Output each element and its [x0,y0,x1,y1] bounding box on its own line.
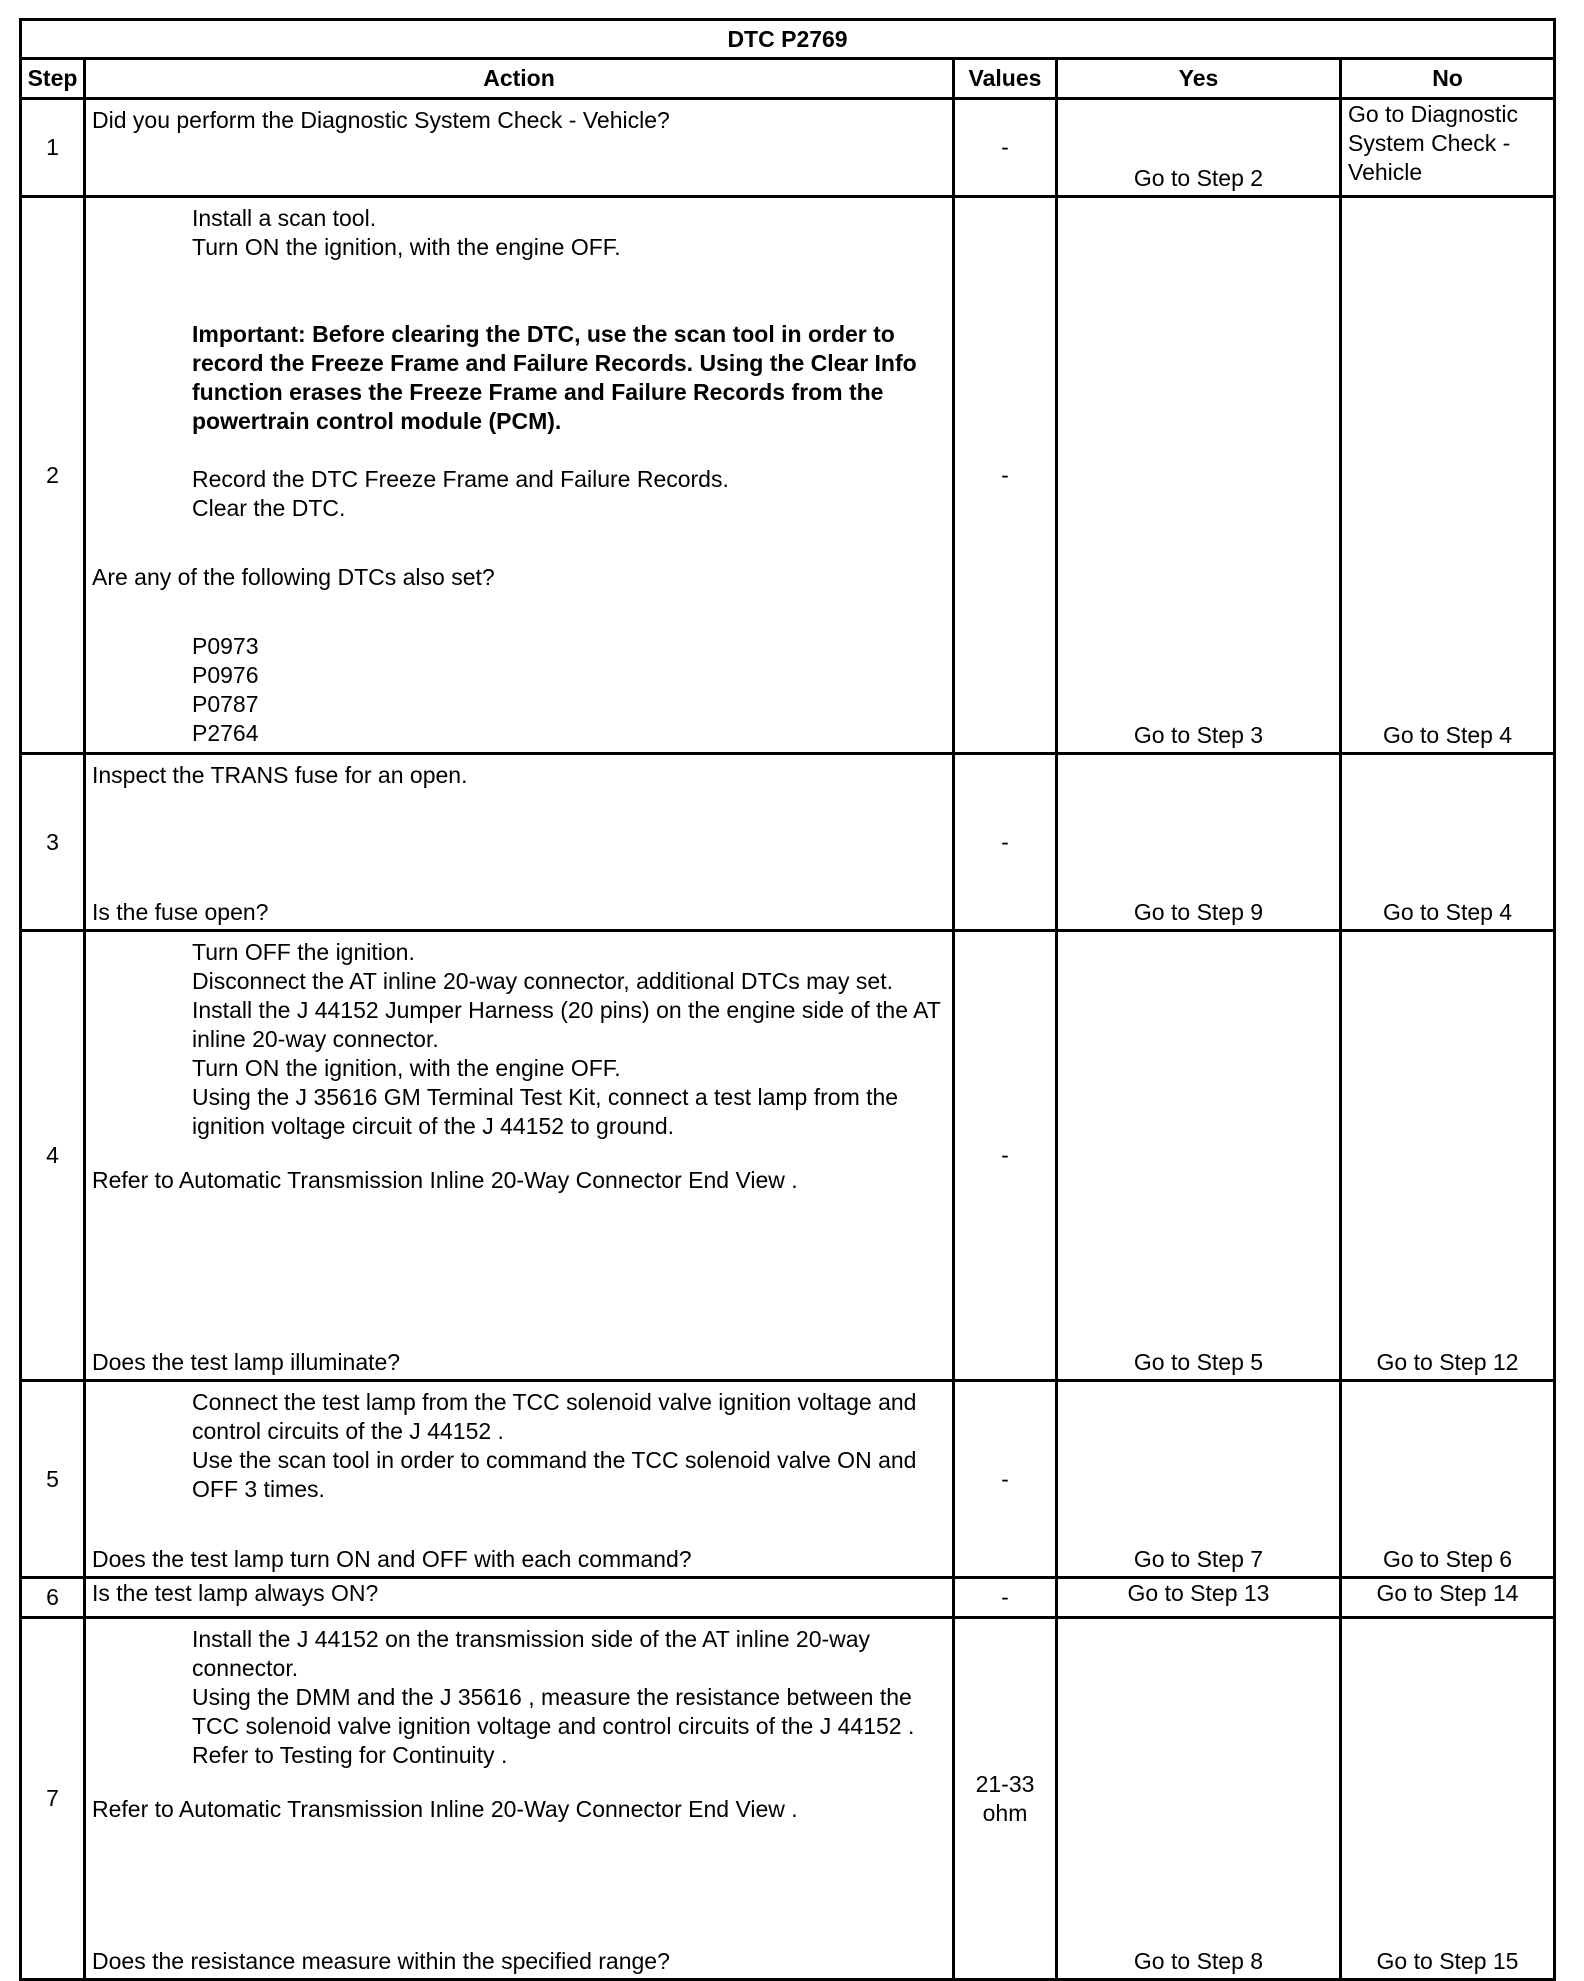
yes-cell [1057,931,1341,1381]
action-cell [85,754,954,931]
action-step: Using the J 35616 GM Terminal Test Kit, connect a test lamp from the ignition voltage circuit of the J 44152 to ground. [192,1084,899,1139]
step-number: 7 [21,1618,85,1980]
reference-link[interactable]: Refer to Automatic Transmission Inline 20-Way Connector End View . [92,1167,798,1193]
step-number: 6 [21,1578,85,1618]
action-step: Turn OFF the ignition. [192,939,415,965]
action-question: Does the resistance measure within the specified range? [92,1948,670,1974]
header-values: Values [954,59,1057,99]
action-step: Connect the test lamp from the TCC solenoid valve ignition voltage and control circuits of the J 44152 . [192,1389,917,1444]
header-no: No [1341,59,1555,99]
header-yes: Yes [1057,59,1341,99]
action-step: Clear the DTC. [192,495,346,521]
action-question: Did you perform the Diagnostic System Check - Vehicle? [92,107,670,133]
action-step: Record the DTC Freeze Frame and Failure Records. [192,466,729,492]
values-cell: - [954,1381,1057,1578]
action-cell [85,1618,954,1980]
yes-link[interactable]: Go to Step 13 [1057,1578,1341,1618]
step-number: 4 [21,931,85,1381]
values-cell: - [954,99,1057,197]
dtc-code: P0787 [192,691,259,717]
dtc-code: P0976 [192,662,259,688]
action-step: Install the J 44152 Jumper Harness (20 pins) on the engine side of the AT inline 20-way connector. [192,997,941,1052]
values-cell: - [954,931,1057,1381]
yes-cell [1057,1618,1341,1980]
action-step: Install a scan tool. [192,205,377,231]
action-step: Disconnect the AT inline 20-way connector, additional DTCs may set. [192,968,893,994]
yes-link[interactable]: Go to Step 3 [1133,722,1264,748]
yes-cell [1057,1381,1341,1578]
header-action: Action [85,59,954,99]
no-cell [1341,931,1555,1381]
table-row [21,1578,1555,1618]
table-title: DTC P2769 [21,20,1555,59]
action-question: Is the test lamp always ON? [85,1578,954,1618]
action-step: Install the J 44152 on the transmission side of the AT inline 20-way connector. [192,1626,871,1681]
no-cell [1341,754,1555,931]
resistance-spec: 21-33 ohm [975,1770,1035,1826]
header-row [21,59,1555,99]
action-question: Does the test lamp illuminate? [92,1349,401,1375]
table-row [21,931,1555,1381]
yes-cell [1057,99,1341,197]
important-note: Important: Before clearing the DTC, use the scan tool in order to record the Freeze Frame and Failure Records. Using the Clear Info function erases the Freeze Frame and Failure Records from the powertrain control module (PCM). [192,321,917,434]
step-number: 5 [21,1381,85,1578]
action-cell [85,99,954,197]
no-link[interactable]: Go to Step 14 [1341,1578,1555,1618]
no-link[interactable]: Go to Step 4 [1382,722,1513,748]
step-number: 2 [21,197,85,754]
yes-link[interactable]: Go to Step 7 [1133,1546,1264,1572]
no-link[interactable]: Go to Step 15 [1376,1948,1519,1974]
dtc-table [19,18,1556,1981]
no-link[interactable]: Go to Diagnostic System Check - Vehicle [1341,99,1555,197]
action-cell [85,1381,954,1578]
no-link[interactable]: Go to Step 12 [1376,1349,1519,1375]
table-row [21,1618,1555,1980]
yes-cell [1057,197,1341,754]
table-row [21,197,1555,754]
header-step: Step [21,59,85,99]
action-question: Are any of the following DTCs also set? [92,564,495,590]
action-step: Turn ON the ignition, with the engine OFF. [192,234,621,260]
yes-link[interactable]: Go to Step 9 [1133,899,1264,925]
action-cell [85,931,954,1381]
values-cell: - [954,1578,1057,1618]
action-cell [85,197,954,754]
no-cell [1341,1618,1555,1980]
dtc-code: P0973 [192,633,259,659]
step-number: 1 [21,99,85,197]
values-cell: - [954,754,1057,931]
no-link[interactable]: Go to Step 6 [1382,1546,1513,1572]
action-step: Using the DMM and the J 35616 , measure the resistance between the TCC solenoid valve ignition voltage and control circuits of the J 44152 . Refer to Testing for Continuity . [192,1684,915,1768]
no-link[interactable]: Go to Step 4 [1382,899,1513,925]
action-question: Is the fuse open? [92,899,269,925]
reference-link[interactable]: Refer to Automatic Transmission Inline 20-Way Connector End View . [92,1796,798,1822]
action-question: Does the test lamp turn ON and OFF with each command? [92,1546,692,1572]
yes-link[interactable]: Go to Step 5 [1133,1349,1264,1375]
table-row [21,99,1555,197]
values-cell [954,1618,1057,1980]
yes-link[interactable]: Go to Step 8 [1133,1948,1264,1974]
values-cell: - [954,197,1057,754]
action-step: Turn ON the ignition, with the engine OFF. [192,1055,621,1081]
no-cell [1341,1381,1555,1578]
no-cell [1341,197,1555,754]
yes-link[interactable]: Go to Step 2 [1133,165,1264,191]
dtc-code: P2764 [192,720,259,746]
step-number: 3 [21,754,85,931]
action-step: Inspect the TRANS fuse for an open. [92,762,468,788]
yes-cell [1057,754,1341,931]
table-row [21,754,1555,931]
table-row [21,1381,1555,1578]
action-step: Use the scan tool in order to command the TCC solenoid valve ON and OFF 3 times. [192,1447,917,1502]
